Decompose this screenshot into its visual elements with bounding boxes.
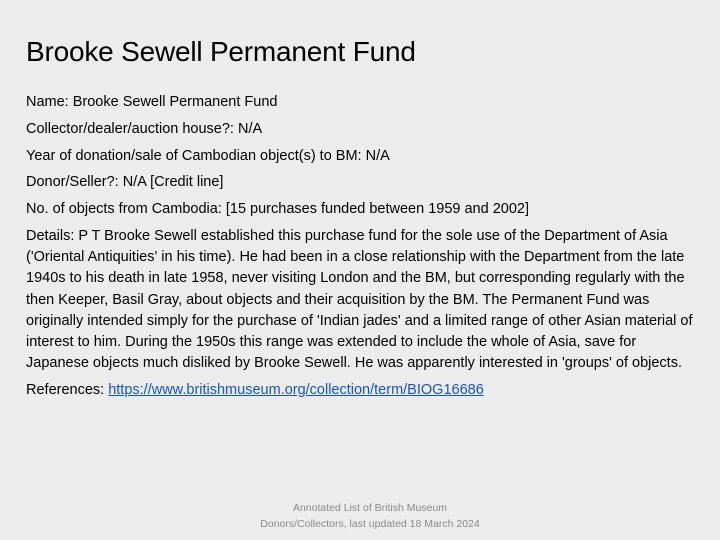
field-name: Name: Brooke Sewell Permanent Fund <box>26 94 278 110</box>
footer-line-2: Donors/Collectors, last updated 18 March 2024 <box>260 518 480 530</box>
field-collector: Collector/dealer/auction house?: N/A <box>26 120 263 137</box>
slide-body <box>26 92 698 407</box>
references-link[interactable]: https://www.britishmuseum.org/collection/term/BIOG16686 <box>108 382 484 398</box>
field-object-count: No. of objects from Cambodia: [15 purchases funded between 1959 and 2002] <box>26 201 529 218</box>
slide-title: Brooke Sewell Permanent Fund <box>26 36 416 67</box>
footer-line-1: Annotated List of British Museum <box>292 502 448 514</box>
field-year: Year of donation/sale of Cambodian object(s) to BM: N/A <box>26 147 390 164</box>
field-references <box>26 380 698 401</box>
field-donor: Donor/Seller?: N/A [Credit line] <box>26 174 224 191</box>
references-label: References: <box>26 382 109 398</box>
field-details: Details: P T Brooke Sewell established this purchase fund for the sole use of the Department of Asia ('Oriental Antiquities' in his time). He had been in a close relationship with the Department from the late 1940s to his death in late 1958, never visiting London and the BM, but corresponding regularly with the then Keeper, Basil Gray, about objects and their acquisition by the BM. The Permanent Fund was originally intended simply for the purchase of 'Indian jades' and a limited range of other Asian material of interest to him. During the 1950s this range was extended to include the whole of Asia, save for Japanese objects much disliked by Brooke Sewell. He was apparently interested in 'groups' of objects. <box>26 227 693 372</box>
slide-footer <box>0 500 720 532</box>
